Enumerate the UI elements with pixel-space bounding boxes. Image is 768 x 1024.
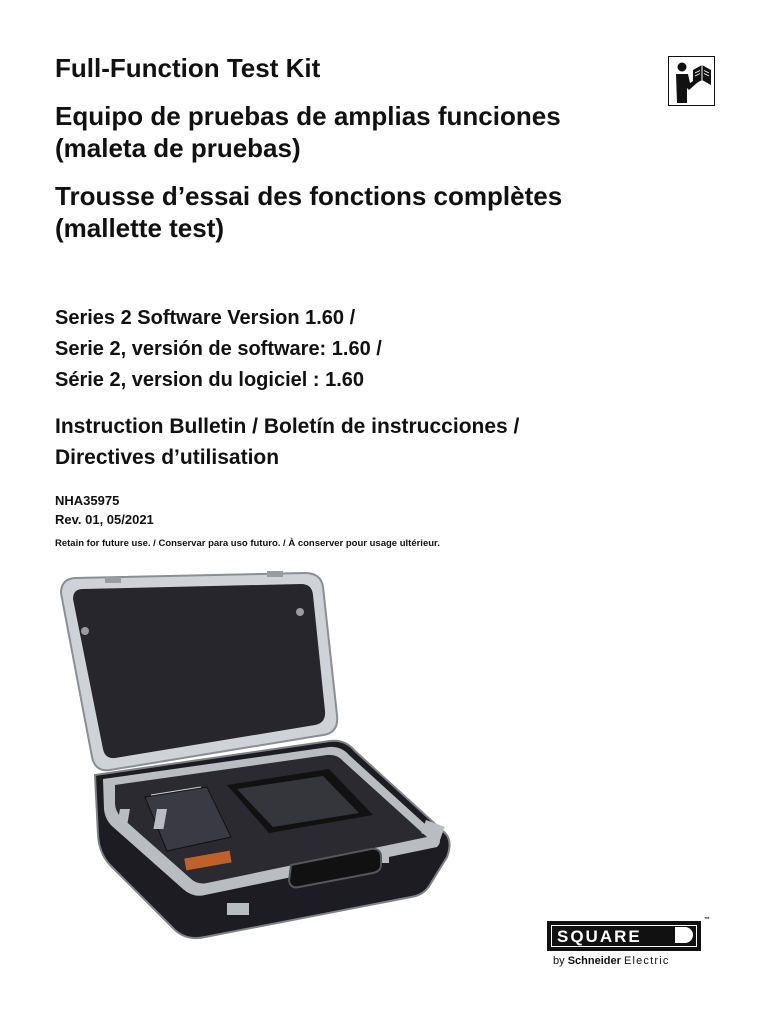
logo-brand: SQUARE — [557, 927, 642, 946]
square-d-logo-box — [547, 921, 701, 951]
logo-by: by — [553, 955, 565, 967]
title-spanish-line1: Equipo de pruebas de amplias funciones — [55, 101, 561, 131]
logo-d-glyph — [675, 927, 693, 943]
title-french-line2: (mallette test) — [55, 213, 225, 243]
title-english: Full-Function Test Kit — [55, 53, 321, 83]
software-version-block — [55, 303, 382, 396]
title-spanish — [55, 100, 695, 164]
software-version-es: Serie 2, versión de software: 1.60 / — [55, 338, 382, 360]
read-instructions-icon — [668, 56, 715, 106]
title-block — [55, 52, 695, 244]
title-spanish-line2: (maleta de pruebas) — [55, 133, 301, 163]
document-id-block — [55, 491, 154, 529]
document-revision: Rev. 01, 05/2021 — [55, 512, 154, 527]
bulletin-type-line2: Directives d’utilisation — [55, 446, 280, 469]
title-french-line1: Trousse d’essai des fonctions complètes — [55, 181, 563, 211]
test-kit-case-photo — [55, 565, 455, 960]
logo-tagline — [553, 955, 670, 967]
logo-trademark: ™ — [704, 917, 710, 923]
logo-company: Schneider — [567, 955, 621, 967]
bulletin-type-block — [55, 411, 519, 473]
square-d-logo — [547, 917, 717, 972]
title-french — [55, 180, 695, 244]
retain-notice: Retain for future use. / Conservar para uso futuro. / À conserver pour usage ultérieur. — [55, 538, 440, 549]
software-version-en: Series 2 Software Version 1.60 / — [55, 307, 356, 329]
document-number: NHA35975 — [55, 493, 120, 508]
bulletin-type-line1: Instruction Bulletin / Boletín de instrucciones / — [55, 415, 520, 438]
logo-company-suffix: Electric — [623, 955, 670, 967]
software-version-fr: Série 2, version du logiciel : 1.60 — [55, 369, 365, 391]
